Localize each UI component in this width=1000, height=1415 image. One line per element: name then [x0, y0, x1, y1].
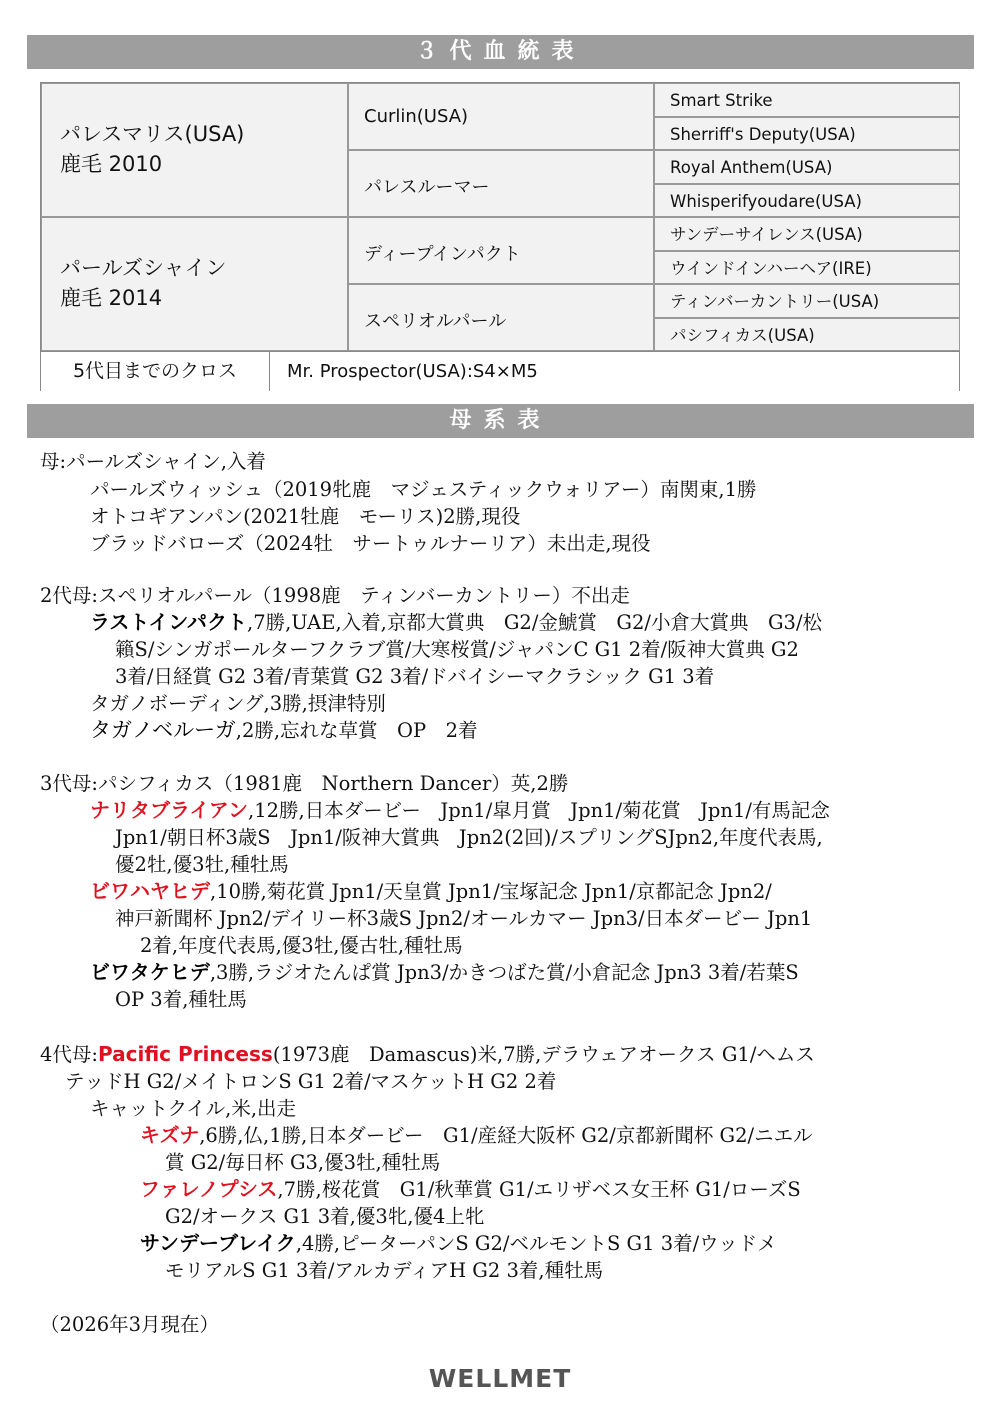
- offspring-line: パールズウィッシュ（2019牝鹿 マジェスティックウォリアー）南関東,1勝: [90, 478, 757, 501]
- entry-continuation: 2着,年度代表馬,優3牡,優古牡,種牡馬: [140, 934, 463, 957]
- entry-text: (1973鹿 Damascus)米,7勝,デラウェアオークス G1/ヘムス: [272, 1043, 815, 1066]
- entry-text: ,7勝,桜花賞 G1/秋華賞 G1/エリザベス女王杯 G1/ローズS: [277, 1178, 801, 1201]
- dam-info: 鹿毛 2014: [60, 286, 163, 310]
- g3-name: Sherriff's Deputy(USA): [670, 125, 856, 144]
- dam-dam-name: スペリオルパール: [364, 311, 507, 332]
- fourth-dam-prefix: 4代母:: [40, 1043, 98, 1066]
- sire-info: 鹿毛 2010: [60, 152, 163, 176]
- entry-continuation: 籟S/シンガポールターフクラブ賞/大寒桜賞/ジャパンC G1 2着/阪神大賞典 G2: [115, 638, 799, 661]
- entry-continuation: モリアルS G1 3着/アルカディアH G2 3着,種牡馬: [165, 1259, 604, 1282]
- family-entry: [140, 1122, 813, 1149]
- cross-label: 5代目までのクロス: [41, 352, 270, 391]
- g3-cell: [654, 117, 960, 150]
- second-dam-line: 2代母:スペリオルパール（1998鹿 ティンバーカントリー）不出走: [40, 584, 630, 607]
- g3-cell: [654, 150, 960, 184]
- g3-cell: [654, 284, 960, 318]
- sire-dam-cell: [348, 150, 654, 217]
- horse-name-red: ファレノプシス: [140, 1177, 278, 1201]
- pedigree-table: [40, 82, 960, 391]
- g3-cell: [654, 83, 960, 117]
- g3-name: サンデーサイレンス(USA): [670, 225, 863, 244]
- g3-name: ティンバーカントリー(USA): [670, 292, 880, 311]
- family-entry: [90, 717, 478, 744]
- entry-continuation: G2/オークス G1 3着,優3牝,優4上牝: [165, 1205, 485, 1228]
- family-entry: [90, 609, 822, 636]
- g3-cell: [654, 184, 960, 217]
- wellmet-logo: WELLMET: [428, 1364, 572, 1393]
- sire-sire-cell: [348, 83, 654, 150]
- offspring-line: ブラッドバローズ（2024牡 サートゥルナーリア）未出走,現役: [90, 532, 651, 555]
- horse-name: タガノベルーガ: [90, 718, 236, 742]
- entry-continuation: 神戸新聞杯 Jpn2/デイリー杯3歳S Jpn2/オールカマー Jpn3/日本ダービー Jpn1: [115, 907, 813, 930]
- family-entry: [90, 959, 799, 986]
- entry-text: ,3勝,ラジオたんぱ賞 Jpn3/かきつばた賞/小倉記念 Jpn3 3着/若葉S: [209, 961, 799, 984]
- dam-sire-name: ディープインパクト: [364, 244, 521, 265]
- g3-name: Royal Anthem(USA): [670, 158, 833, 177]
- family-entry: [90, 878, 772, 905]
- entry-text: ,6勝,仏,1勝,日本ダービー G1/産経大阪杯 G2/京都新聞杯 G2/ニエル: [199, 1124, 813, 1147]
- horse-name-red: Pacific Princess: [97, 1042, 273, 1066]
- horse-name-red: ナリタブライアン: [90, 798, 248, 822]
- sire-dam-name: パレスルーマー: [364, 177, 490, 198]
- entry-text: ,4勝,ピーターパンS G2/ベルモントS G1 3着/ウッドメ: [295, 1232, 777, 1255]
- family-entry: [140, 1176, 801, 1203]
- cross-value: Mr. Prospector(USA):S4×M5: [287, 361, 538, 382]
- g3-cell: [654, 217, 960, 251]
- dam-name: パールズシャイン: [60, 256, 227, 280]
- horse-name-bold: サンデーブレイク: [140, 1231, 296, 1255]
- offspring-line: オトコギアンパン(2021牡鹿 モーリス)2勝,現役: [90, 505, 521, 528]
- horse-name-red: ビワハヤヒデ: [90, 879, 210, 903]
- horse-name-red: キズナ: [140, 1123, 200, 1147]
- g3-cell: [654, 251, 960, 284]
- dam-cell: [41, 217, 348, 351]
- g3-name: Whisperifyoudare(USA): [670, 192, 862, 211]
- fourth-dam-line: [40, 1041, 815, 1068]
- as-of-date: （2026年3月現在）: [40, 1313, 220, 1336]
- entry-continuation: 優2牡,優3牡,種牡馬: [115, 853, 289, 876]
- entry-text: ,7勝,UAE,入着,京都大賞典 G2/金鯱賞 G2/小倉大賞典 G3/松: [247, 611, 823, 634]
- g3-name: Smart Strike: [670, 91, 773, 110]
- family-entry: タガノボーディング,3勝,摂津特別: [90, 692, 386, 715]
- pedigree-header: ３代血統表: [27, 35, 974, 69]
- entry-continuation: OP 3着,種牡馬: [115, 988, 247, 1011]
- entry-continuation: テッドH G2/メイトロンS G1 2着/マスケットH G2 2着: [65, 1070, 557, 1093]
- horse-name-bold: ビワタケヒデ: [90, 960, 210, 984]
- dam-sire-cell: [348, 217, 654, 284]
- g3-name: ウインドインハーヘア(IRE): [670, 259, 872, 278]
- inbreeding-cross-row: [41, 351, 959, 391]
- dam-line: 母:パールズシャイン,入着: [40, 450, 266, 473]
- family-header: 母系表: [27, 404, 974, 438]
- sire-sire-name: Curlin(USA): [364, 106, 469, 127]
- sire-name: パレスマリス(USA): [60, 122, 245, 146]
- sub-family-line: キャットクイル,米,出走: [90, 1097, 297, 1120]
- family-entry: [90, 797, 830, 824]
- g3-name: パシフィカス(USA): [670, 326, 815, 345]
- horse-name-bold: ラストインパクト: [90, 610, 247, 634]
- g3-cell: [654, 318, 960, 351]
- entry-continuation: Jpn1/朝日杯3歳S Jpn1/阪神大賞典 Jpn2(2回)/スプリングSJpn2,年度代表馬,: [115, 826, 823, 849]
- entry-continuation: 賞 G2/毎日杯 G3,優3牡,種牡馬: [165, 1151, 441, 1174]
- entry-text: ,2勝,忘れな草賞 OP 2着: [235, 719, 478, 742]
- dam-dam-cell: [348, 284, 654, 351]
- third-dam-line: 3代母:パシフィカス（1981鹿 Northern Dancer）英,2勝: [40, 772, 569, 795]
- family-entry: [140, 1230, 777, 1257]
- sire-cell: [41, 83, 348, 217]
- entry-text: ,10勝,菊花賞 Jpn1/天皇賞 Jpn1/宝塚記念 Jpn1/京都記念 Jpn2/: [210, 880, 772, 903]
- entry-text: ,12勝,日本ダービー Jpn1/皐月賞 Jpn1/菊花賞 Jpn1/有馬記念: [248, 799, 830, 822]
- entry-continuation: 3着/日経賞 G2 3着/青葉賞 G2 3着/ドバイシーマクラシック G1 3着: [115, 665, 715, 688]
